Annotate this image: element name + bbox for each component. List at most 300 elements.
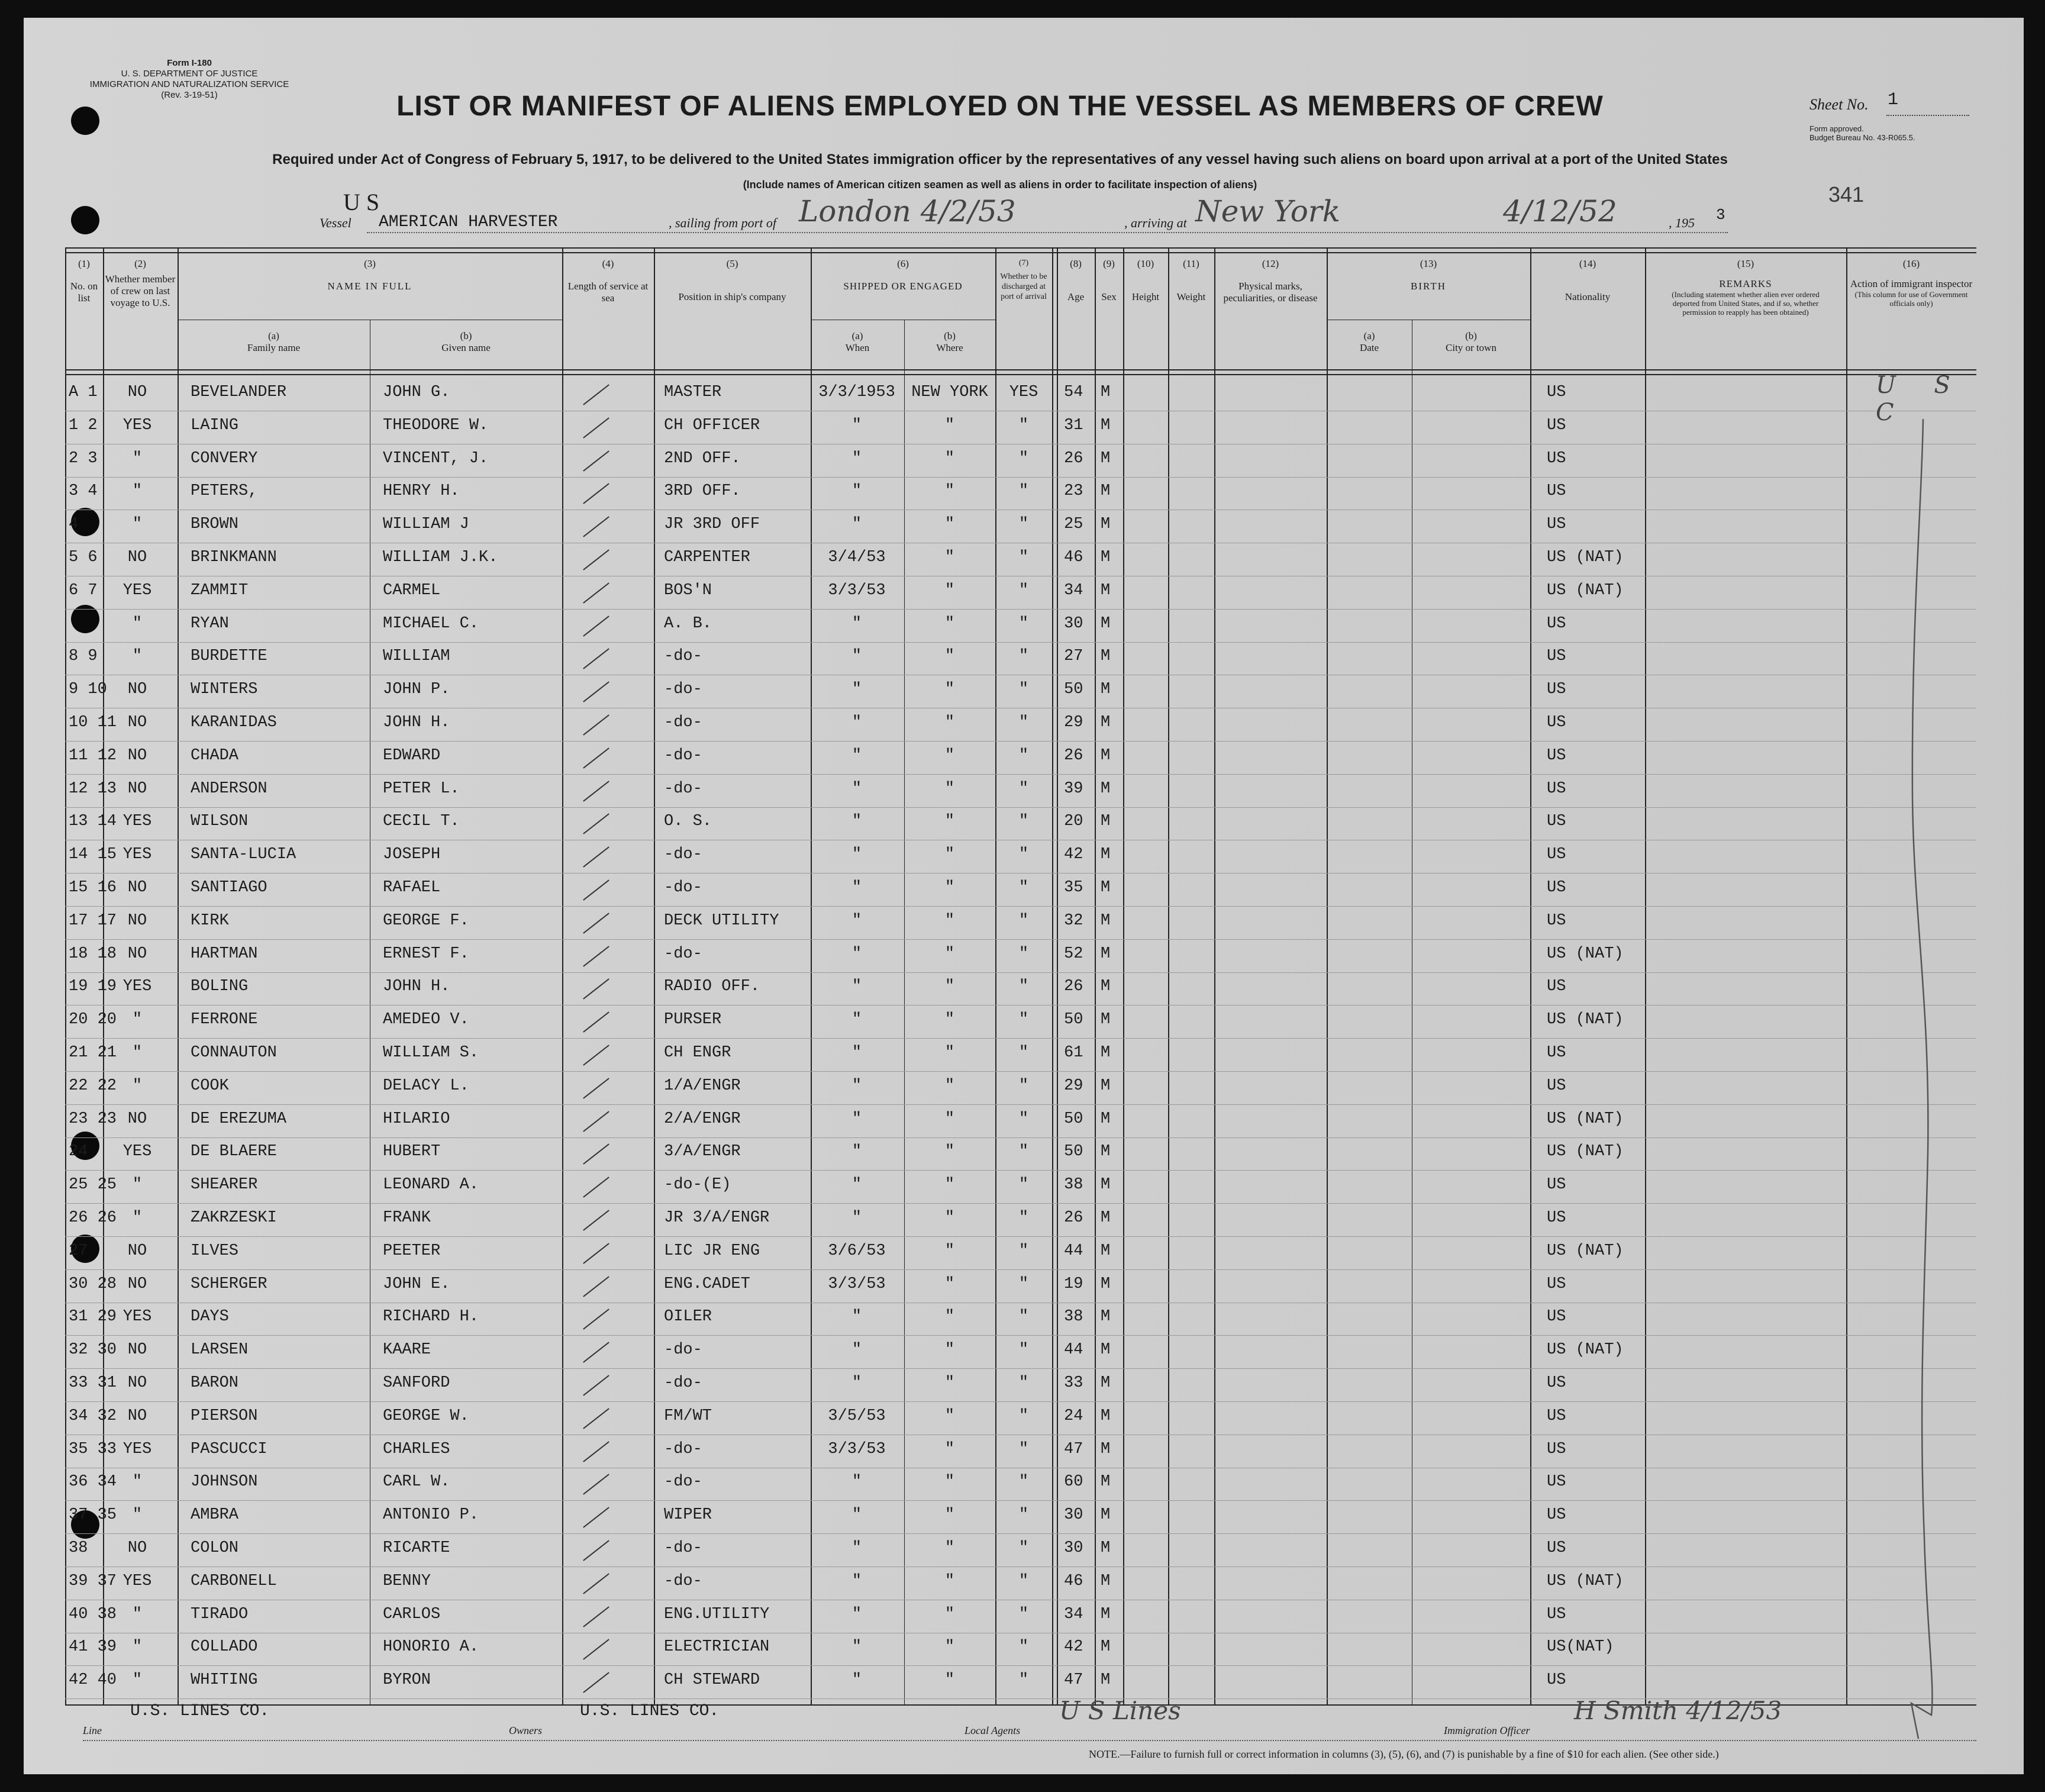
col-title: SHIPPED OR ENGAGED <box>843 281 963 292</box>
table-row <box>65 412 1976 445</box>
sex: M <box>1101 1605 1111 1623</box>
discharged: " <box>1018 1176 1029 1194</box>
position: -do- <box>664 1374 702 1392</box>
given-name: LEONARD A. <box>383 1176 479 1194</box>
previous-voyage: " <box>132 1077 143 1095</box>
sex: M <box>1101 614 1111 633</box>
shipped-where: NEW YORK <box>911 383 988 401</box>
col-header-2 <box>103 258 178 309</box>
shipped-where: " <box>944 1341 955 1359</box>
previous-voyage: YES <box>122 1308 152 1326</box>
discharged: " <box>1018 1572 1029 1590</box>
col-header-3 <box>178 258 562 292</box>
table-row <box>65 1369 1976 1403</box>
family-name: SCHERGER <box>191 1275 267 1293</box>
shipped-where: " <box>944 779 955 798</box>
shipped-where: " <box>944 1011 955 1029</box>
shipped-where: " <box>944 614 955 633</box>
sex: M <box>1101 647 1111 666</box>
table-row <box>65 808 1976 841</box>
position: A. B. <box>664 614 712 633</box>
previous-voyage: NO <box>127 1275 147 1293</box>
family-name: ZAKRZESKI <box>191 1209 277 1227</box>
service-tick-mark <box>583 714 609 735</box>
table-row <box>65 1039 1976 1072</box>
sex: M <box>1101 1242 1111 1260</box>
shipped-where: " <box>944 647 955 666</box>
vessel-label: Vessel <box>320 215 351 230</box>
family-name: SHEARER <box>191 1176 258 1194</box>
sex: M <box>1101 1572 1111 1590</box>
inspector-check-line <box>1852 383 1947 1745</box>
given-name: BYRON <box>383 1671 431 1690</box>
row-number: 40 38 <box>69 1605 117 1623</box>
family-name: SANTA-LUCIA <box>191 846 296 864</box>
position: CH OFFICER <box>664 416 760 434</box>
family-name: BRINKMANN <box>191 549 277 566</box>
given-name: MICHAEL C. <box>383 614 479 633</box>
col-title: BIRTH <box>1411 281 1446 292</box>
family-name: LARSEN <box>191 1341 249 1359</box>
col-header-6 <box>811 258 995 292</box>
position: JR 3RD OFF <box>664 515 760 534</box>
service-tick-mark <box>583 1474 609 1495</box>
col-title: Length of service at sea <box>567 281 649 304</box>
sex: M <box>1101 482 1111 501</box>
nationality: US <box>1547 1176 1566 1194</box>
row-number: 34 32 <box>69 1407 117 1425</box>
table-row <box>65 1436 1976 1469</box>
shipped-where: " <box>944 1407 955 1425</box>
previous-voyage: NO <box>127 911 147 930</box>
vessel-name: AMERICAN HARVESTER <box>379 213 558 231</box>
col-title: Family name <box>247 342 301 353</box>
position: PURSER <box>664 1011 722 1029</box>
age: 27 <box>1064 647 1083 666</box>
table-row <box>65 940 1976 974</box>
shipped-where: " <box>944 1605 955 1623</box>
sex: M <box>1101 1341 1111 1359</box>
shipped-where: " <box>944 1440 955 1458</box>
position: -do- <box>664 1440 702 1458</box>
given-name: ERNEST F. <box>383 945 469 963</box>
previous-voyage: " <box>132 1605 143 1623</box>
family-name: DE EREZUMA <box>191 1110 287 1128</box>
family-name: COLON <box>191 1539 239 1557</box>
shipped-when: " <box>851 614 862 633</box>
previous-voyage: " <box>132 1506 143 1525</box>
row-number: 23 23 <box>69 1110 117 1128</box>
sex: M <box>1101 449 1111 468</box>
service-tick-mark <box>583 582 609 603</box>
position: -do- <box>664 681 702 699</box>
age: 31 <box>1064 416 1083 434</box>
sex: M <box>1101 1209 1111 1227</box>
shipped-where: " <box>944 846 955 864</box>
row-number: 15 16 <box>69 879 117 897</box>
nationality: US <box>1547 647 1566 666</box>
row-number: 39 37 <box>69 1572 117 1590</box>
footer-underline <box>83 1740 1976 1742</box>
given-name: JOHN H. <box>383 978 450 996</box>
given-name: GEORGE F. <box>383 911 469 930</box>
family-name: FERRONE <box>191 1011 258 1029</box>
col-header-5 <box>654 258 811 303</box>
nationality: US <box>1547 879 1566 897</box>
form-instruction: (Include names of American citizen seamen as well as aliens in order to facilitate inspection of aliens) <box>743 179 1257 191</box>
age: 50 <box>1064 1110 1083 1128</box>
position: BOS'N <box>664 581 712 600</box>
family-name: BARON <box>191 1374 239 1392</box>
agents-label: Local Agents <box>965 1725 1021 1736</box>
given-name: FRANK <box>383 1209 431 1227</box>
family-name: SANTIAGO <box>191 879 267 897</box>
shipped-when: " <box>851 1176 862 1194</box>
row-number: 20 20 <box>69 1011 117 1029</box>
position: -do- <box>664 1341 702 1359</box>
shipped-when: " <box>851 681 862 699</box>
col-number: (2) <box>134 258 146 269</box>
service-tick-mark <box>583 946 609 966</box>
family-name: BEVELANDER <box>191 383 287 401</box>
given-name: DELACY L. <box>383 1077 469 1095</box>
col-title: Whether member of crew on last voyage to U.S. <box>105 273 176 308</box>
col-number: (7) <box>1018 259 1029 267</box>
col-number: (12) <box>1262 258 1279 269</box>
row-number: 36 34 <box>69 1473 117 1491</box>
position: RADIO OFF. <box>664 978 760 996</box>
previous-voyage: " <box>132 1011 143 1029</box>
discharged: " <box>1018 879 1029 897</box>
previous-voyage: YES <box>122 1440 152 1458</box>
position: 1/A/ENGR <box>664 1077 741 1095</box>
shipped-where: " <box>944 1638 955 1656</box>
discharged: " <box>1018 813 1029 831</box>
col-number: (4) <box>602 258 614 269</box>
family-name: CARBONELL <box>191 1572 277 1590</box>
nationality: US <box>1547 515 1566 534</box>
age: 61 <box>1064 1044 1083 1062</box>
position: -do- <box>664 846 702 864</box>
col-number: (16) <box>1902 258 1920 269</box>
col-number: (10) <box>1137 258 1154 269</box>
shipped-where: " <box>944 1077 955 1095</box>
table-row <box>65 1535 1976 1568</box>
nationality: US (NAT) <box>1547 1011 1624 1029</box>
col-number: (a) <box>1363 330 1375 341</box>
penalty-note: NOTE.—Failure to furnish full or correct information in columns (3), (5), (6), and (7) is punishable by a fine of $10 for each alien. (See other side.) <box>1089 1748 1719 1760</box>
age: 46 <box>1064 1572 1083 1590</box>
shipped-when: " <box>851 1044 862 1062</box>
given-name: WILLIAM S. <box>383 1044 479 1062</box>
nationality: US <box>1547 1275 1566 1293</box>
sex: M <box>1101 515 1111 534</box>
table-row <box>65 1336 1976 1369</box>
given-name: SANFORD <box>383 1374 450 1392</box>
shipped-where: " <box>944 1506 955 1525</box>
age: 30 <box>1064 1506 1083 1525</box>
row-number: 42 40 <box>69 1671 117 1690</box>
service-tick-mark <box>583 1243 609 1264</box>
shipped-where: " <box>944 911 955 930</box>
sex: M <box>1101 1176 1111 1194</box>
year-digit: 3 <box>1716 206 1725 224</box>
shipped-when: " <box>851 1671 862 1690</box>
col-header-6a <box>811 330 904 354</box>
discharged: " <box>1018 1440 1029 1458</box>
form-title: LIST OR MANIFEST OF ALIENS EMPLOYED ON THE VESSEL AS MEMBERS OF CREW <box>396 91 1604 122</box>
sex: M <box>1101 746 1111 765</box>
sex: M <box>1101 879 1111 897</box>
age: 19 <box>1064 1275 1083 1293</box>
table-row <box>65 1568 1976 1601</box>
col-header-3b <box>370 330 562 354</box>
year-label: , 195 <box>1669 215 1695 230</box>
table-row <box>65 379 1976 412</box>
discharged: " <box>1018 911 1029 930</box>
family-name: BOLING <box>191 978 249 996</box>
position: LIC JR ENG <box>664 1242 760 1260</box>
table-row <box>65 1237 1976 1271</box>
shipped-when: " <box>851 515 862 534</box>
nationality: US <box>1547 1473 1566 1491</box>
age: 25 <box>1064 515 1083 534</box>
table-row <box>65 478 1976 511</box>
service-tick-mark <box>583 1111 609 1132</box>
previous-voyage: YES <box>122 1572 152 1590</box>
shipped-when: " <box>851 945 862 963</box>
sex: M <box>1101 846 1111 864</box>
shipped-when: " <box>851 1308 862 1326</box>
table-row <box>65 544 1976 577</box>
shipped-when: " <box>851 1077 862 1095</box>
age: 44 <box>1064 1341 1083 1359</box>
header-bottom-rule <box>65 369 1976 370</box>
col-number: (3) <box>364 258 376 269</box>
family-name: PASCUCCI <box>191 1440 267 1458</box>
budget-number: Budget Bureau No. 43-R065.5. <box>1809 133 1915 142</box>
row-number: 32 30 <box>69 1341 117 1359</box>
col-number: (b) <box>460 330 472 341</box>
discharged: " <box>1018 614 1029 633</box>
col-number: (6) <box>897 258 909 269</box>
position: 2ND OFF. <box>664 449 741 468</box>
service-tick-mark <box>583 879 609 900</box>
previous-voyage: NO <box>127 714 147 731</box>
sex: M <box>1101 911 1111 930</box>
family-name: CONVERY <box>191 449 258 468</box>
sex: M <box>1101 813 1111 831</box>
manifest-page <box>24 18 2024 1774</box>
table-row <box>65 676 1976 709</box>
col-header-10 <box>1123 258 1168 303</box>
col-number: (13) <box>1420 258 1437 269</box>
table-row <box>65 1303 1976 1336</box>
age: 20 <box>1064 813 1083 831</box>
shipped-when: 3/4/53 <box>828 549 886 566</box>
service-tick-mark <box>583 814 609 834</box>
arriving-label: , arriving at <box>1124 215 1187 230</box>
table-row <box>65 610 1976 643</box>
given-name: VINCENT, J. <box>383 449 489 468</box>
shipped-when: 3/6/53 <box>828 1242 886 1260</box>
table-row <box>65 511 1976 544</box>
row-number: 25 25 <box>69 1176 117 1194</box>
table-row <box>65 1667 1976 1700</box>
discharged: " <box>1018 945 1029 963</box>
nationality: US <box>1547 449 1566 468</box>
col-title: Date <box>1359 342 1379 353</box>
service-tick-mark <box>583 549 609 570</box>
age: 46 <box>1064 549 1083 566</box>
given-name: RAFAEL <box>383 879 441 897</box>
age: 34 <box>1064 581 1083 600</box>
nationality: US <box>1547 779 1566 798</box>
family-name: JOHNSON <box>191 1473 258 1491</box>
col-title: City or town <box>1446 342 1496 353</box>
service-tick-mark <box>583 1573 609 1594</box>
age: 33 <box>1064 1374 1083 1392</box>
sex: M <box>1101 1539 1111 1557</box>
service-tick-mark <box>583 450 609 471</box>
col-title: When <box>845 342 870 353</box>
shipped-where: " <box>944 1374 955 1392</box>
nationality: US (NAT) <box>1547 1572 1624 1590</box>
position: FM/WT <box>664 1407 712 1425</box>
sex: M <box>1101 945 1111 963</box>
table-row <box>65 1106 1976 1139</box>
shipped-when: " <box>851 449 862 468</box>
col-number: (1) <box>78 258 90 269</box>
shipped-when: " <box>851 978 862 996</box>
discharged: " <box>1018 1605 1029 1623</box>
service-tick-mark <box>583 1639 609 1660</box>
given-name: HONORIO A. <box>383 1638 479 1656</box>
discharged: " <box>1018 647 1029 666</box>
line-value: U.S. LINES CO. <box>130 1702 270 1720</box>
nationality: US <box>1547 681 1566 699</box>
service-tick-mark <box>583 1144 609 1165</box>
age: 47 <box>1064 1440 1083 1458</box>
discharged: " <box>1018 1077 1029 1095</box>
sex: M <box>1101 1506 1111 1525</box>
sex: M <box>1101 1011 1111 1029</box>
given-name: HILARIO <box>383 1110 450 1128</box>
discharged: " <box>1018 449 1029 468</box>
position: -do- <box>664 714 702 731</box>
shipped-when: " <box>851 714 862 731</box>
col-title: Height <box>1131 291 1160 302</box>
sex: M <box>1101 383 1111 401</box>
family-name: CONNAUTON <box>191 1044 277 1062</box>
previous-voyage: NO <box>127 1110 147 1128</box>
nationality: US <box>1547 1308 1566 1326</box>
col-number: (15) <box>1737 258 1754 269</box>
col-note: (This column for use of Government officials only) <box>1854 290 1968 308</box>
shipped-when: " <box>851 846 862 864</box>
col-title: REMARKS <box>1719 278 1772 289</box>
nationality: US <box>1547 416 1566 434</box>
shipped-where: " <box>944 978 955 996</box>
shipped-when: " <box>851 1506 862 1525</box>
previous-voyage: " <box>132 1671 143 1690</box>
age: 26 <box>1064 978 1083 996</box>
age: 42 <box>1064 1638 1083 1656</box>
shipped-when: " <box>851 1374 862 1392</box>
given-name: WILLIAM J.K. <box>383 549 498 566</box>
age: 30 <box>1064 614 1083 633</box>
shipped-where: " <box>944 813 955 831</box>
shipped-where: " <box>944 1671 955 1690</box>
previous-voyage: " <box>132 1044 143 1062</box>
col-title: Weight <box>1176 291 1206 302</box>
sex: M <box>1101 1275 1111 1293</box>
given-name: JOSEPH <box>383 846 441 864</box>
col-title: Given name <box>441 342 491 353</box>
given-name: JOHN G. <box>383 383 450 401</box>
age: 50 <box>1064 1143 1083 1161</box>
officer-signature: H Smith 4/12/53 <box>1574 1696 1782 1725</box>
nationality: US (NAT) <box>1547 549 1624 566</box>
discharged: " <box>1018 846 1029 864</box>
nationality: US <box>1547 1539 1566 1557</box>
nationality: US <box>1547 482 1566 501</box>
age: 26 <box>1064 1209 1083 1227</box>
nationality: US <box>1547 978 1566 996</box>
shipped-where: " <box>944 549 955 566</box>
approval-line: Form approved. <box>1809 124 1864 133</box>
table-row <box>65 775 1976 808</box>
sex: M <box>1101 1440 1111 1458</box>
shipped-when: " <box>851 482 862 501</box>
row-number: 11 12 <box>69 746 117 765</box>
age: 44 <box>1064 1242 1083 1260</box>
previous-voyage: NO <box>127 879 147 897</box>
family-name: ZAMMIT <box>191 581 249 600</box>
discharged: " <box>1018 1506 1029 1525</box>
nationality: US (NAT) <box>1547 581 1624 600</box>
col-header-7 <box>995 258 1052 302</box>
punch-hole <box>71 206 99 234</box>
age: 39 <box>1064 779 1083 798</box>
given-name: WILLIAM J <box>383 515 469 534</box>
sheet-label: Sheet No. <box>1809 96 1869 113</box>
row-number: 19 19 <box>69 978 117 996</box>
given-name: EDWARD <box>383 746 441 765</box>
given-name: PETER L. <box>383 779 460 798</box>
given-name: PEETER <box>383 1242 441 1260</box>
age: 34 <box>1064 1605 1083 1623</box>
shipped-when: " <box>851 647 862 666</box>
discharged: " <box>1018 1308 1029 1326</box>
table-row <box>65 445 1976 478</box>
previous-voyage: " <box>132 614 143 633</box>
shipped-when: 3/5/53 <box>828 1407 886 1425</box>
service-tick-mark <box>583 681 609 702</box>
table-row <box>65 874 1976 907</box>
table-row <box>65 742 1976 775</box>
age: 32 <box>1064 911 1083 930</box>
service-tick-mark <box>583 649 609 669</box>
position: -do- <box>664 1572 702 1590</box>
service-tick-mark <box>583 384 609 405</box>
shipped-where: " <box>944 1539 955 1557</box>
service-tick-mark <box>583 1408 609 1429</box>
shipped-where: " <box>944 1308 955 1326</box>
col-header-11 <box>1168 258 1214 303</box>
service-tick-mark <box>583 1045 609 1065</box>
family-name: WINTERS <box>191 681 258 699</box>
